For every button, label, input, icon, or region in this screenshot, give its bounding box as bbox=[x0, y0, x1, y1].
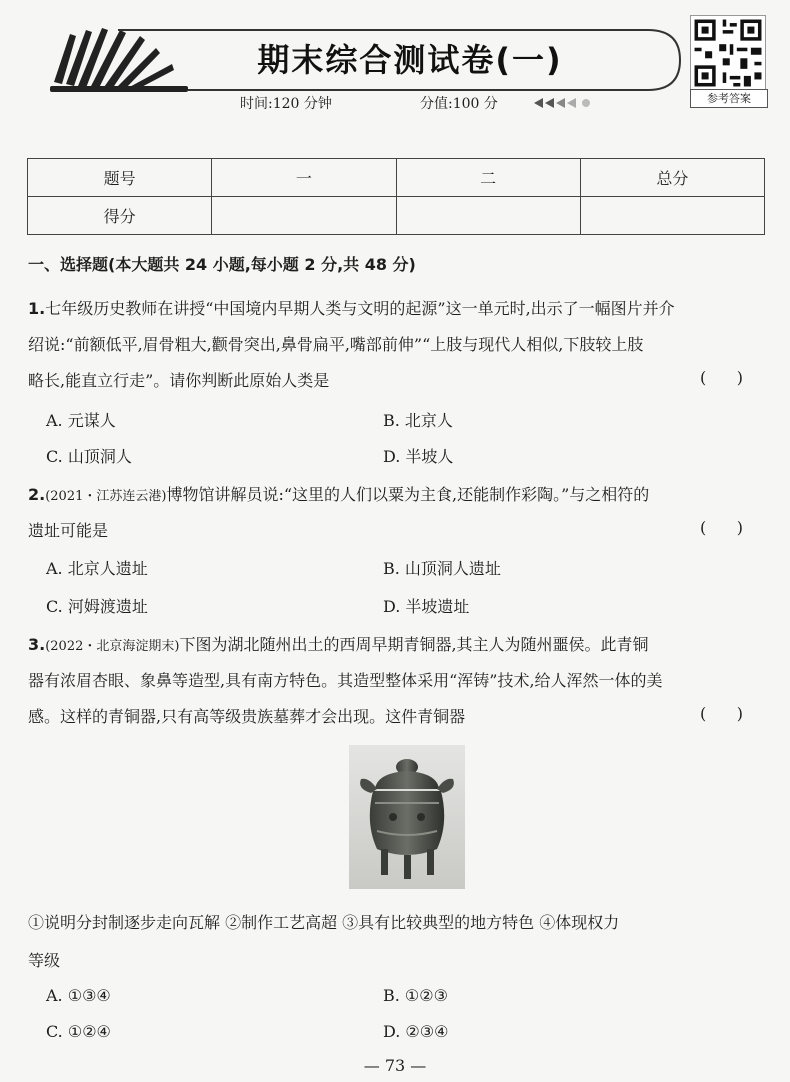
question-text: 略长,能直立行走”。请你判断此原始人类是 bbox=[28, 371, 330, 390]
table-row bbox=[28, 197, 765, 235]
answer-parentheses[interactable]: ( ) bbox=[700, 518, 743, 537]
option-b[interactable]: B. 山顶洞人遗址 bbox=[383, 559, 501, 578]
arrows-icon bbox=[534, 96, 594, 110]
question-text: 器有浓眉杏眼、象鼻等造型,具有南方特色。其造型整体采用“浑铸”技术,给人浑然一体的美 bbox=[28, 671, 663, 690]
question-text: 下图为湖北随州出土的西周早期青铜器,其主人为随州噩侯。此青铜 bbox=[179, 635, 649, 654]
option-d[interactable]: D. ②③④ bbox=[383, 1022, 449, 1041]
question-2-line bbox=[28, 482, 649, 505]
option-a[interactable]: A. ①③④ bbox=[46, 986, 111, 1005]
section-heading: 一、选择题(本大题共 24 小题,每小题 2 分,共 48 分) bbox=[28, 255, 416, 274]
option-d[interactable]: D. 半坡遗址 bbox=[383, 597, 470, 616]
table-cell: 题号 bbox=[28, 159, 212, 197]
score-input-cell[interactable] bbox=[396, 197, 580, 235]
question-text: 遗址可能是 bbox=[28, 521, 109, 540]
option-a[interactable]: A. 元谋人 bbox=[46, 411, 116, 430]
score-label: 分值:100 分 bbox=[420, 96, 498, 112]
answer-parentheses[interactable]: ( ) bbox=[700, 368, 743, 387]
option-d[interactable]: D. 半坡人 bbox=[383, 447, 454, 466]
question-text: 感。这样的青铜器,只有高等级贵族墓葬才会出现。这件青铜器 bbox=[28, 707, 466, 726]
question-1-line bbox=[28, 296, 675, 319]
table-cell: 得分 bbox=[28, 197, 212, 235]
table-cell: 总分 bbox=[580, 159, 764, 197]
statements-line: ①说明分封制逐步走向瓦解 ②制作工艺高超 ③具有比较典型的地方特色 ④体现权力 bbox=[28, 913, 620, 932]
qr-label: 参考答案 bbox=[690, 89, 768, 108]
option-c[interactable]: C. 山顶洞人 bbox=[46, 447, 132, 466]
table-cell: 一 bbox=[212, 159, 396, 197]
option-c[interactable]: C. 河姆渡遗址 bbox=[46, 597, 148, 616]
score-input-cell[interactable] bbox=[212, 197, 396, 235]
answer-parentheses[interactable]: ( ) bbox=[700, 704, 743, 723]
table-row bbox=[28, 159, 765, 197]
statements-line: 等级 bbox=[28, 951, 61, 970]
question-number: 2. bbox=[28, 485, 46, 504]
question-number: 1. bbox=[28, 299, 46, 318]
question-source: (2021・江苏连云港) bbox=[45, 489, 167, 504]
qr-code-icon[interactable] bbox=[690, 15, 766, 91]
question-text: 博物馆讲解员说:“这里的人们以粟为主食,还能制作彩陶。”与之相符的 bbox=[166, 485, 650, 504]
score-input-cell[interactable] bbox=[580, 197, 764, 235]
question-3-line bbox=[28, 632, 649, 655]
question-number: 3. bbox=[28, 635, 46, 654]
option-a[interactable]: A. 北京人遗址 bbox=[46, 559, 148, 578]
question-text: 七年级历史教师在讲授“中国境内早期人类与文明的起源”这一单元时,出示了一幅图片并介 bbox=[45, 299, 675, 318]
option-b[interactable]: B. ①②③ bbox=[383, 986, 448, 1005]
page-title: 期末综合测试卷(一) bbox=[257, 41, 563, 79]
option-c[interactable]: C. ①②④ bbox=[46, 1022, 111, 1041]
option-b[interactable]: B. 北京人 bbox=[383, 411, 453, 430]
bronze-vessel-image bbox=[349, 745, 465, 889]
score-table bbox=[27, 158, 765, 235]
table-cell: 二 bbox=[396, 159, 580, 197]
question-text: 绍说:“前额低平,眉骨粗大,颧骨突出,鼻骨扁平,嘴部前伸”“上肢与现代人相似,下肢较上肢 bbox=[28, 335, 644, 354]
time-label: 时间:120 分钟 bbox=[240, 96, 332, 112]
question-source: (2022・北京海淀期末) bbox=[45, 639, 180, 654]
page-number: — 73 — bbox=[363, 1056, 427, 1075]
